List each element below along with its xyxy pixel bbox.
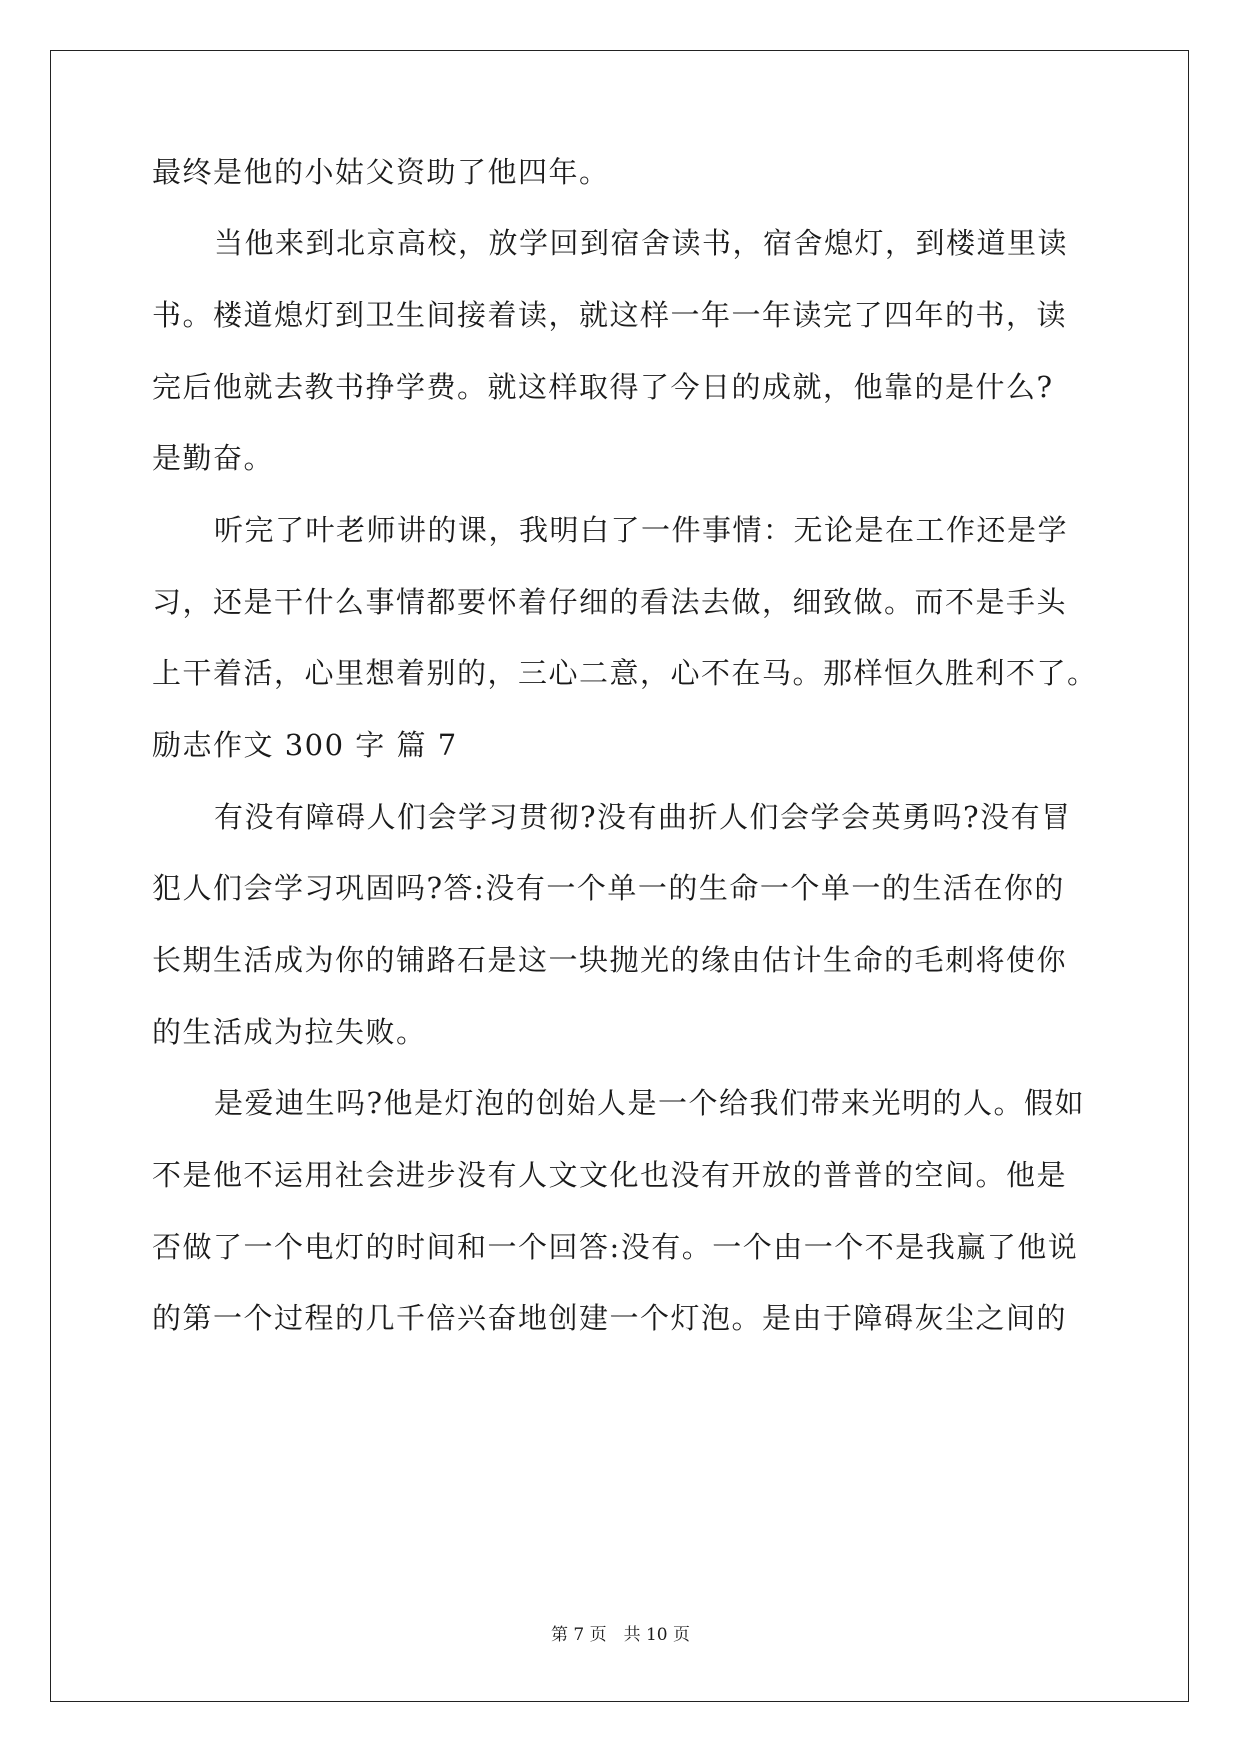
text-line: 完后他就去教书挣学费。就这样取得了今日的成就，他靠的是什么? <box>152 370 1054 404</box>
text-line: 最终是他的小姑父资助了他四年。 <box>152 155 610 189</box>
text-line: 的生活成为拉失败。 <box>152 1015 427 1049</box>
text-line: 是勤奋。 <box>152 441 275 475</box>
text-line: 当他来到北京高校，放学回到宿舍读书，宿舍熄灯，到楼道里读 <box>214 226 1069 260</box>
text-line: 有没有障碍人们会学习贯彻?没有曲折人们会学会英勇吗?没有冒 <box>214 800 1072 834</box>
text-line: 的第一个过程的几千倍兴奋地创建一个灯泡。是由于障碍灰尘之间的 <box>152 1301 1068 1335</box>
text-line: 是爱迪生吗?他是灯泡的创始人是一个给我们带来光明的人。假如 <box>214 1086 1086 1120</box>
text-line: 习，还是干什么事情都要怀着仔细的看法去做，细致做。而不是手头 <box>152 585 1068 619</box>
text-line: 犯人们会学习巩固吗?答:没有一个单一的生命一个单一的生活在你的 <box>152 871 1065 905</box>
page-footer: 第 7 页 共 10 页 <box>550 1625 691 1645</box>
text-line: 上干着活，心里想着别的，三心二意，心不在马。那样恒久胜利不了。 <box>152 656 1098 690</box>
text-line: 听完了叶老师讲的课，我明白了一件事情：无论是在工作还是学 <box>214 513 1069 547</box>
section-heading: 励志作文 300 字 篇 7 <box>152 728 458 762</box>
text-line: 不是他不运用社会进步没有人文文化也没有开放的普普的空间。他是 <box>152 1158 1068 1192</box>
text-line: 否做了一个电灯的时间和一个回答:没有。一个由一个不是我赢了他说 <box>152 1230 1079 1264</box>
text-line: 书。楼道熄灯到卫生间接着读，就这样一年一年读完了四年的书，读 <box>152 298 1068 332</box>
text-line: 长期生活成为你的铺路石是这一块抛光的缘由估计生命的毛刺将使你 <box>152 943 1068 977</box>
